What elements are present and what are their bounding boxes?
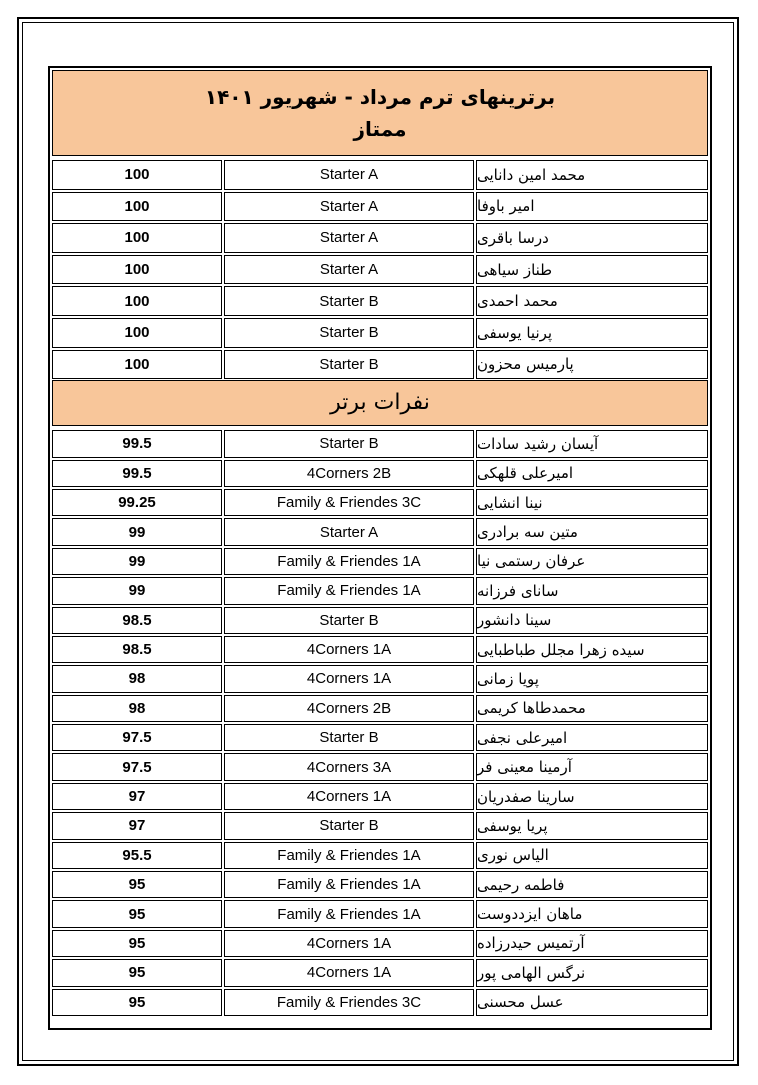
score-value: 100 — [52, 192, 222, 222]
course-name: 4Corners 1A — [224, 665, 474, 692]
student-name: آرمینا معینی فر — [476, 753, 708, 780]
table-row — [52, 607, 708, 634]
student-name: پارمیس محزون — [476, 350, 708, 380]
student-name: محمد امین دانایی — [476, 160, 708, 190]
table-row — [52, 350, 708, 380]
course-name: 4Corners 3A — [224, 753, 474, 780]
score-value: 97.5 — [52, 753, 222, 780]
score-value: 95 — [52, 959, 222, 986]
excellent-label: ممتاز — [353, 117, 407, 141]
course-name: Starter B — [224, 812, 474, 839]
student-name: پرنیا یوسفی — [476, 318, 708, 348]
score-value: 99 — [52, 548, 222, 575]
course-name: 4Corners 1A — [224, 783, 474, 810]
table-row — [52, 695, 708, 722]
table-row — [52, 577, 708, 604]
score-value: 100 — [52, 286, 222, 316]
course-name: Starter B — [224, 724, 474, 751]
course-name: Family & Friendes 3C — [224, 989, 474, 1016]
score-value: 100 — [52, 160, 222, 190]
student-name: سارینا صفدریان — [476, 783, 708, 810]
course-name: Starter A — [224, 160, 474, 190]
table-row — [52, 489, 708, 516]
table-row — [52, 192, 708, 222]
score-value: 95 — [52, 989, 222, 1016]
course-name: 4Corners 1A — [224, 930, 474, 957]
course-name: Starter B — [224, 430, 474, 457]
student-name: امیرعلی قلهکی — [476, 460, 708, 487]
score-value: 99 — [52, 518, 222, 545]
course-name: Family & Friendes 1A — [224, 842, 474, 869]
table-row — [52, 900, 708, 927]
score-value: 98 — [52, 695, 222, 722]
score-value: 97 — [52, 783, 222, 810]
student-name: پویا زمانی — [476, 665, 708, 692]
course-name: 4Corners 1A — [224, 959, 474, 986]
course-name: Starter B — [224, 318, 474, 348]
student-name: عرفان رستمی نیا — [476, 548, 708, 575]
table-header — [52, 70, 708, 156]
table-row — [52, 871, 708, 898]
student-name: طناز سیاهی — [476, 255, 708, 285]
course-name: Family & Friendes 1A — [224, 577, 474, 604]
student-name: نرگس الهامی پور — [476, 959, 708, 986]
table-row — [52, 518, 708, 545]
student-name: عسل محسنی — [476, 989, 708, 1016]
table-row — [52, 460, 708, 487]
student-name: نینا انشایی — [476, 489, 708, 516]
table-row — [52, 724, 708, 751]
score-value: 99 — [52, 577, 222, 604]
score-value: 95 — [52, 871, 222, 898]
table-row — [52, 548, 708, 575]
table-row — [52, 160, 708, 190]
course-name: Family & Friendes 1A — [224, 548, 474, 575]
table-row — [52, 430, 708, 457]
table-row — [52, 223, 708, 253]
student-name: محمد احمدی — [476, 286, 708, 316]
table-row — [52, 783, 708, 810]
student-name: امیر باوفا — [476, 192, 708, 222]
score-value: 95 — [52, 900, 222, 927]
score-value: 100 — [52, 350, 222, 380]
ranking-table — [48, 66, 712, 1030]
student-name: سیده زهرا مجلل طباطبایی — [476, 636, 708, 663]
score-value: 98.5 — [52, 607, 222, 634]
student-name: پریا یوسفی — [476, 812, 708, 839]
score-value: 99.5 — [52, 430, 222, 457]
excellent-rows — [50, 158, 710, 379]
section-header — [52, 380, 708, 426]
table-row — [52, 930, 708, 957]
student-name: سانای فرزانه — [476, 577, 708, 604]
table-row — [52, 318, 708, 348]
score-value: 98 — [52, 665, 222, 692]
score-value: 95.5 — [52, 842, 222, 869]
course-name: Starter A — [224, 255, 474, 285]
course-name: 4Corners 2B — [224, 695, 474, 722]
student-name: سینا دانشور — [476, 607, 708, 634]
score-value: 95 — [52, 930, 222, 957]
score-value: 100 — [52, 255, 222, 285]
course-name: Starter B — [224, 350, 474, 380]
student-name: متین سه برادری — [476, 518, 708, 545]
student-name: الیاس نوری — [476, 842, 708, 869]
table-row — [52, 286, 708, 316]
table-row — [52, 842, 708, 869]
score-value: 97 — [52, 812, 222, 839]
student-name: آرتمیس حیدرزاده — [476, 930, 708, 957]
section-title: نفرات برتر — [330, 390, 430, 416]
course-name: Starter A — [224, 192, 474, 222]
course-name: Starter A — [224, 518, 474, 545]
table-row — [52, 255, 708, 285]
table-row — [52, 665, 708, 692]
score-value: 99.25 — [52, 489, 222, 516]
course-name: 4Corners 2B — [224, 460, 474, 487]
table-row — [52, 636, 708, 663]
course-name: Starter A — [224, 223, 474, 253]
student-name: درسا باقری — [476, 223, 708, 253]
student-name: ماهان ایزددوست — [476, 900, 708, 927]
student-name: امیرعلی نجفی — [476, 724, 708, 751]
course-name: 4Corners 1A — [224, 636, 474, 663]
student-name: محمدطاها کریمی — [476, 695, 708, 722]
table-row — [52, 753, 708, 780]
course-name: Starter B — [224, 607, 474, 634]
course-name: Family & Friendes 3C — [224, 489, 474, 516]
course-name: Family & Friendes 1A — [224, 871, 474, 898]
score-value: 100 — [52, 223, 222, 253]
course-name: Family & Friendes 1A — [224, 900, 474, 927]
top-rows — [50, 428, 710, 1016]
score-value: 98.5 — [52, 636, 222, 663]
table-row — [52, 959, 708, 986]
table-row — [52, 989, 708, 1016]
score-value: 99.5 — [52, 460, 222, 487]
score-value: 100 — [52, 318, 222, 348]
course-name: Starter B — [224, 286, 474, 316]
table-row — [52, 812, 708, 839]
page-title: برترینهای ترم مرداد - شهریور ۱۴۰۱ — [204, 85, 556, 109]
student-name: آیسان رشید سادات — [476, 430, 708, 457]
score-value: 97.5 — [52, 724, 222, 751]
student-name: فاطمه رحیمی — [476, 871, 708, 898]
